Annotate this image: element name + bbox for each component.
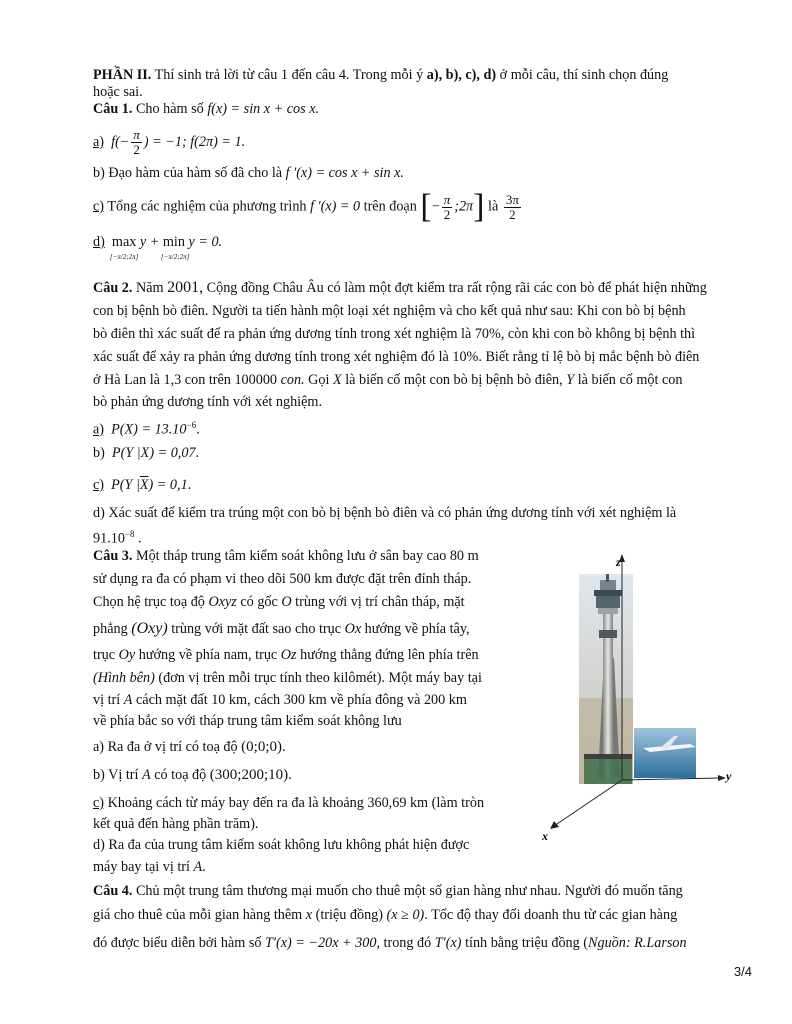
q1-c-answer-fraction (504, 193, 521, 222)
q3-d-end: . (202, 859, 206, 875)
intro-line-2 (93, 83, 143, 101)
tower-antenna (606, 574, 609, 582)
q1-function: f(x) = sin x + cos x. (207, 101, 320, 117)
q3-c-text: Khoảng cách từ máy bay đến ra đa là khoảng 360,69 km (làm tròn (104, 795, 485, 811)
q2-year: 2001, (167, 279, 204, 296)
q3-l7-A: A (123, 692, 133, 708)
q3-l4-oxy: (Oxy) (131, 620, 168, 637)
q1-d-label: d) (93, 234, 105, 250)
q1-c-minus: − (431, 198, 440, 215)
q1-a-fraction (131, 128, 142, 157)
q3-l7a: vị trí (93, 692, 124, 708)
q3-l5-Oy: Oy (118, 647, 136, 663)
tower-figure (540, 548, 770, 848)
q2-c-math-2: ) = 0,1 (148, 477, 188, 493)
q1-d-max-text: max (111, 234, 137, 250)
q3-line-7 (93, 691, 467, 709)
q2-line-2: con bị bệnh bò điên. Người ta tiến hành một loại xét nghiệm và cho kết quả như sau: Khi con bò bị bệnh (93, 303, 686, 319)
part-label: PHẦN II. (93, 67, 152, 83)
q3-l3c: trùng với vị trí chân tháp, mặt (291, 594, 465, 610)
q3-a-math: (0;0;0). (241, 739, 286, 755)
q2-d-label: d) (93, 505, 105, 521)
q1-d-max (109, 233, 139, 261)
q1-option-c (93, 188, 523, 225)
intro-options: a), b), c), d) (426, 67, 497, 83)
q2-l1b: Cộng đồng Châu Âu có làm một đợt kiểm tra rất rộng rãi các con bò để phát hiện những (203, 280, 707, 296)
q1-c-label: c) (93, 198, 105, 215)
q2-a-end: . (196, 421, 200, 438)
tower-mid-ring (599, 630, 617, 638)
q1-c-text-1: Tổng các nghiệm của phương trình (104, 198, 311, 215)
q2-c-label: c) (93, 477, 105, 493)
q3-b-math: (300;200;10). (209, 767, 292, 783)
q4-l3b: trong đó (380, 935, 435, 951)
q3-option-a (93, 738, 286, 756)
q2-label: Câu 2. (93, 280, 133, 296)
q2-line-1 (93, 279, 707, 297)
q3-b-text-1: Vị trí (104, 767, 143, 783)
q3-l3a: Chọn hệ trục toạ độ (93, 594, 209, 610)
page-number: 3/4 (733, 964, 752, 979)
q1-d-min-text: min (162, 234, 185, 250)
q3-l6b: (đơn vị trên mỗi trục tính theo kilômét). Một máy bay tại (154, 670, 482, 686)
q1-d-y2: y = 0. (184, 234, 223, 250)
q4-line-1 (93, 882, 683, 900)
q1-d-max-sub: [−π/2;2π] (109, 253, 139, 261)
q3-a-label: a) (93, 739, 105, 755)
q3-l5a: trục (93, 647, 119, 663)
q3-b-text-2: có toạ độ (150, 767, 210, 783)
q1-d-min (160, 233, 190, 261)
q3-b-label: b) (93, 767, 105, 783)
q2-option-c (93, 476, 191, 494)
q3-l5b: hướng về phía nam, trục (135, 647, 281, 663)
tower-cab-windows (596, 596, 620, 608)
intro-line-1 (93, 66, 668, 84)
q3-line-4 (93, 620, 470, 638)
q1-option-d (93, 233, 223, 261)
q3-l5c: hướng thẳng đứng lên phía trên (296, 647, 479, 663)
q3-line-6 (93, 669, 482, 687)
q1-c-ans-num: 3π (505, 191, 519, 207)
q4-l2c: . Tốc độ thay đổi doanh thu từ các gian hàng (424, 907, 678, 923)
q3-a-text: Ra đa ở vị trí có toạ độ (104, 739, 242, 755)
q4-l2-math: (x ≥ 0) (386, 907, 425, 923)
q4-label: Câu 4. (93, 883, 133, 899)
q3-d-text-2: máy bay tại vị trí (93, 859, 194, 875)
q3-l5-Oz: Oz (280, 647, 297, 663)
q3-l4c: hướng về phía tây, (361, 621, 470, 637)
q1-b-text: Đạo hàm của hàm số đã cho là (104, 165, 286, 181)
q1-a-math-2: ) = −1; f(2π) = 1. (143, 133, 246, 150)
q2-l1a: Năm (132, 280, 168, 296)
q4-l3-math: T′(x) = −20x + 300, (265, 935, 380, 951)
q2-b-label: b) (93, 445, 105, 461)
q2-d-val: 91.10 (93, 530, 125, 547)
q1-c-low-den: 2 (443, 206, 451, 222)
intro-text-a: Thí sinh trả lời từ câu 1 đến câu 4. Trong mỗi ý (151, 67, 427, 83)
x-axis-arrow (550, 821, 559, 829)
q1-stem-text: Cho hàm số (132, 101, 208, 117)
q3-l4-Ox: Ox (344, 621, 362, 637)
q1-c-text-3: là (484, 198, 502, 215)
q1-stem (93, 100, 319, 118)
q2-a-label: a) (93, 421, 105, 438)
q2-d-text: Xác suất để kiểm tra trúng một con bò bị bệnh bò điên và có phản ứng dương tính với xét nghiệm là (104, 505, 677, 521)
q3-option-d (93, 836, 469, 854)
q3-option-b (93, 766, 292, 784)
q3-l6a: (Hình bên) (93, 670, 155, 686)
intro-text-c: hoặc sai. (93, 84, 143, 100)
q3-l7b: cách mặt đất 10 km, cách 300 km về phía đông và 200 km (132, 692, 467, 708)
q2-l5-X: X (332, 372, 342, 388)
tower-cab-roof (594, 590, 622, 596)
q2-l5a: ở Hà Lan là 1,3 con trên 100000 (93, 372, 281, 388)
q3-l3-O: O (281, 594, 292, 610)
q3-option-c-cont: kết quả đến hàng phần trăm). (93, 816, 259, 832)
q4-line-3 (93, 934, 687, 952)
y-axis (622, 778, 720, 780)
q3-c-label: c) (93, 795, 105, 811)
q2-line-4: xác suất để xảy ra phản ứng dương tính trong xét nghiệm đó là 10%. Biết rằng tỉ lệ bò bị mắc bệnh bò điên (93, 349, 700, 365)
q4-l2b: (triệu đồng) (312, 907, 387, 923)
q2-c-bar-x: $\overline{X}$ (139, 477, 149, 493)
q4-l3c: tính bằng triệu đồng ( (461, 935, 589, 951)
q1-a-den: 2 (133, 142, 140, 157)
q4-l3-T: T′(x) (434, 935, 462, 951)
q3-line-1 (93, 547, 479, 565)
q1-c-low-fraction (442, 193, 453, 222)
q4-line-2 (93, 906, 677, 924)
q1-c-high: ;2π (454, 198, 474, 215)
q2-d-end: . (134, 530, 142, 547)
tower-base-roof (584, 754, 632, 759)
q4-l2-x: x (305, 907, 313, 923)
q3-line-8: về phía bắc so với tháp trung tâm kiểm soát không lưu (93, 713, 402, 729)
q2-b-end: . (195, 445, 200, 461)
q4-l1: Chủ một trung tâm thương mại muốn cho thuê một số gian hàng như nhau. Người đó muốn tăng (132, 883, 683, 899)
q2-d-exp: −8 (124, 529, 135, 539)
q3-b-A: A (142, 767, 151, 783)
q1-c-low-num: π (443, 191, 451, 207)
q2-option-d (93, 504, 676, 522)
q2-line-3: bò điên thì xác suất để ra phản ứng dương tính trong xét nghiệm là 70%, còn khi con bò không bị bệnh thì (93, 326, 696, 342)
tower-cab-base (598, 608, 618, 614)
x-axis-label: x (542, 829, 548, 843)
q2-option-a (93, 416, 200, 439)
q3-d-label: d) (93, 837, 105, 853)
q3-label: Câu 3. (93, 548, 133, 564)
q2-option-b (93, 444, 199, 462)
q1-option-b (93, 164, 404, 182)
z-axis-label: z (616, 555, 621, 569)
q1-a-num: π (133, 127, 140, 142)
tower-illustration (540, 548, 770, 848)
y-axis-label: y (726, 769, 732, 783)
q2-l5-con: con. (280, 372, 305, 388)
q4-l2a: giá cho thuê của mỗi gian hàng thêm (93, 907, 306, 923)
q3-option-d-cont (93, 858, 206, 876)
q4-l3a: đó được biểu diễn bởi hàm số (93, 935, 266, 951)
q1-c-math: f '(x) = 0 (310, 198, 361, 215)
q3-line-2: sử dụng ra đa có phạm vi theo dõi 500 km được đặt trên đỉnh tháp. (93, 571, 472, 587)
q3-l3-oxyz: Oxyz (208, 594, 237, 610)
q2-l5d: là biến cố một con (574, 372, 683, 388)
q1-c-bracket-right: ] (473, 188, 485, 225)
q3-d-A: A (193, 859, 203, 875)
q2-option-d-value (93, 525, 142, 548)
q2-line-5 (93, 371, 683, 389)
q1-c-text-2: trên đoạn (360, 198, 421, 215)
q3-l4b: trùng với mặt đất sao cho trục (167, 621, 345, 637)
q2-l5c: là biến cố một con bò bị bệnh bò điên, (341, 372, 567, 388)
q1-a-math-1: f(− (111, 133, 130, 150)
q2-c-math-1: P(Y | (111, 477, 140, 493)
q1-b-label: b) (93, 165, 105, 181)
q3-line-5 (93, 646, 479, 664)
q2-b-math: P(Y |X) = 0,07 (111, 445, 196, 461)
q2-line-6: bò phản ứng dương tính với xét nghiệm. (93, 394, 322, 410)
q3-line-3 (93, 593, 465, 611)
q2-c-end: . (187, 477, 192, 493)
q1-d-min-sub: [−π/2;2π] (160, 253, 190, 261)
q3-l1: Một tháp trung tâm kiểm soát không lưu ở sân bay cao 80 m (132, 548, 479, 564)
q1-option-a (93, 128, 245, 157)
q3-l3b: có gốc (236, 594, 282, 610)
q1-label: Câu 1. (93, 101, 133, 117)
q2-a-math: P(X) = 13.10 (111, 421, 187, 438)
q2-l5b: Gọi (304, 372, 333, 388)
x-axis (554, 780, 622, 826)
y-axis-arrow (718, 775, 726, 781)
q1-d-y1: y + (136, 234, 163, 250)
q1-a-label: a) (93, 133, 105, 150)
airplane-photo (634, 728, 696, 778)
q2-a-exp: −6 (186, 420, 197, 430)
q1-b-math: f '(x) = cos x + sin x. (285, 165, 404, 181)
q1-c-bracket-left: [ (420, 188, 432, 225)
q2-l5-Y: Y (566, 372, 575, 388)
q4-source: Nguồn: R.Larson (588, 935, 687, 951)
q1-c-ans-den: 2 (509, 206, 516, 222)
q3-option-c (93, 794, 484, 812)
intro-text-b: ở mỗi câu, thí sinh chọn đúng (496, 67, 669, 83)
q3-l4a: phẳng (93, 621, 132, 637)
q3-d-text: Ra đa của trung tâm kiểm soát không lưu không phát hiện được (104, 837, 470, 853)
